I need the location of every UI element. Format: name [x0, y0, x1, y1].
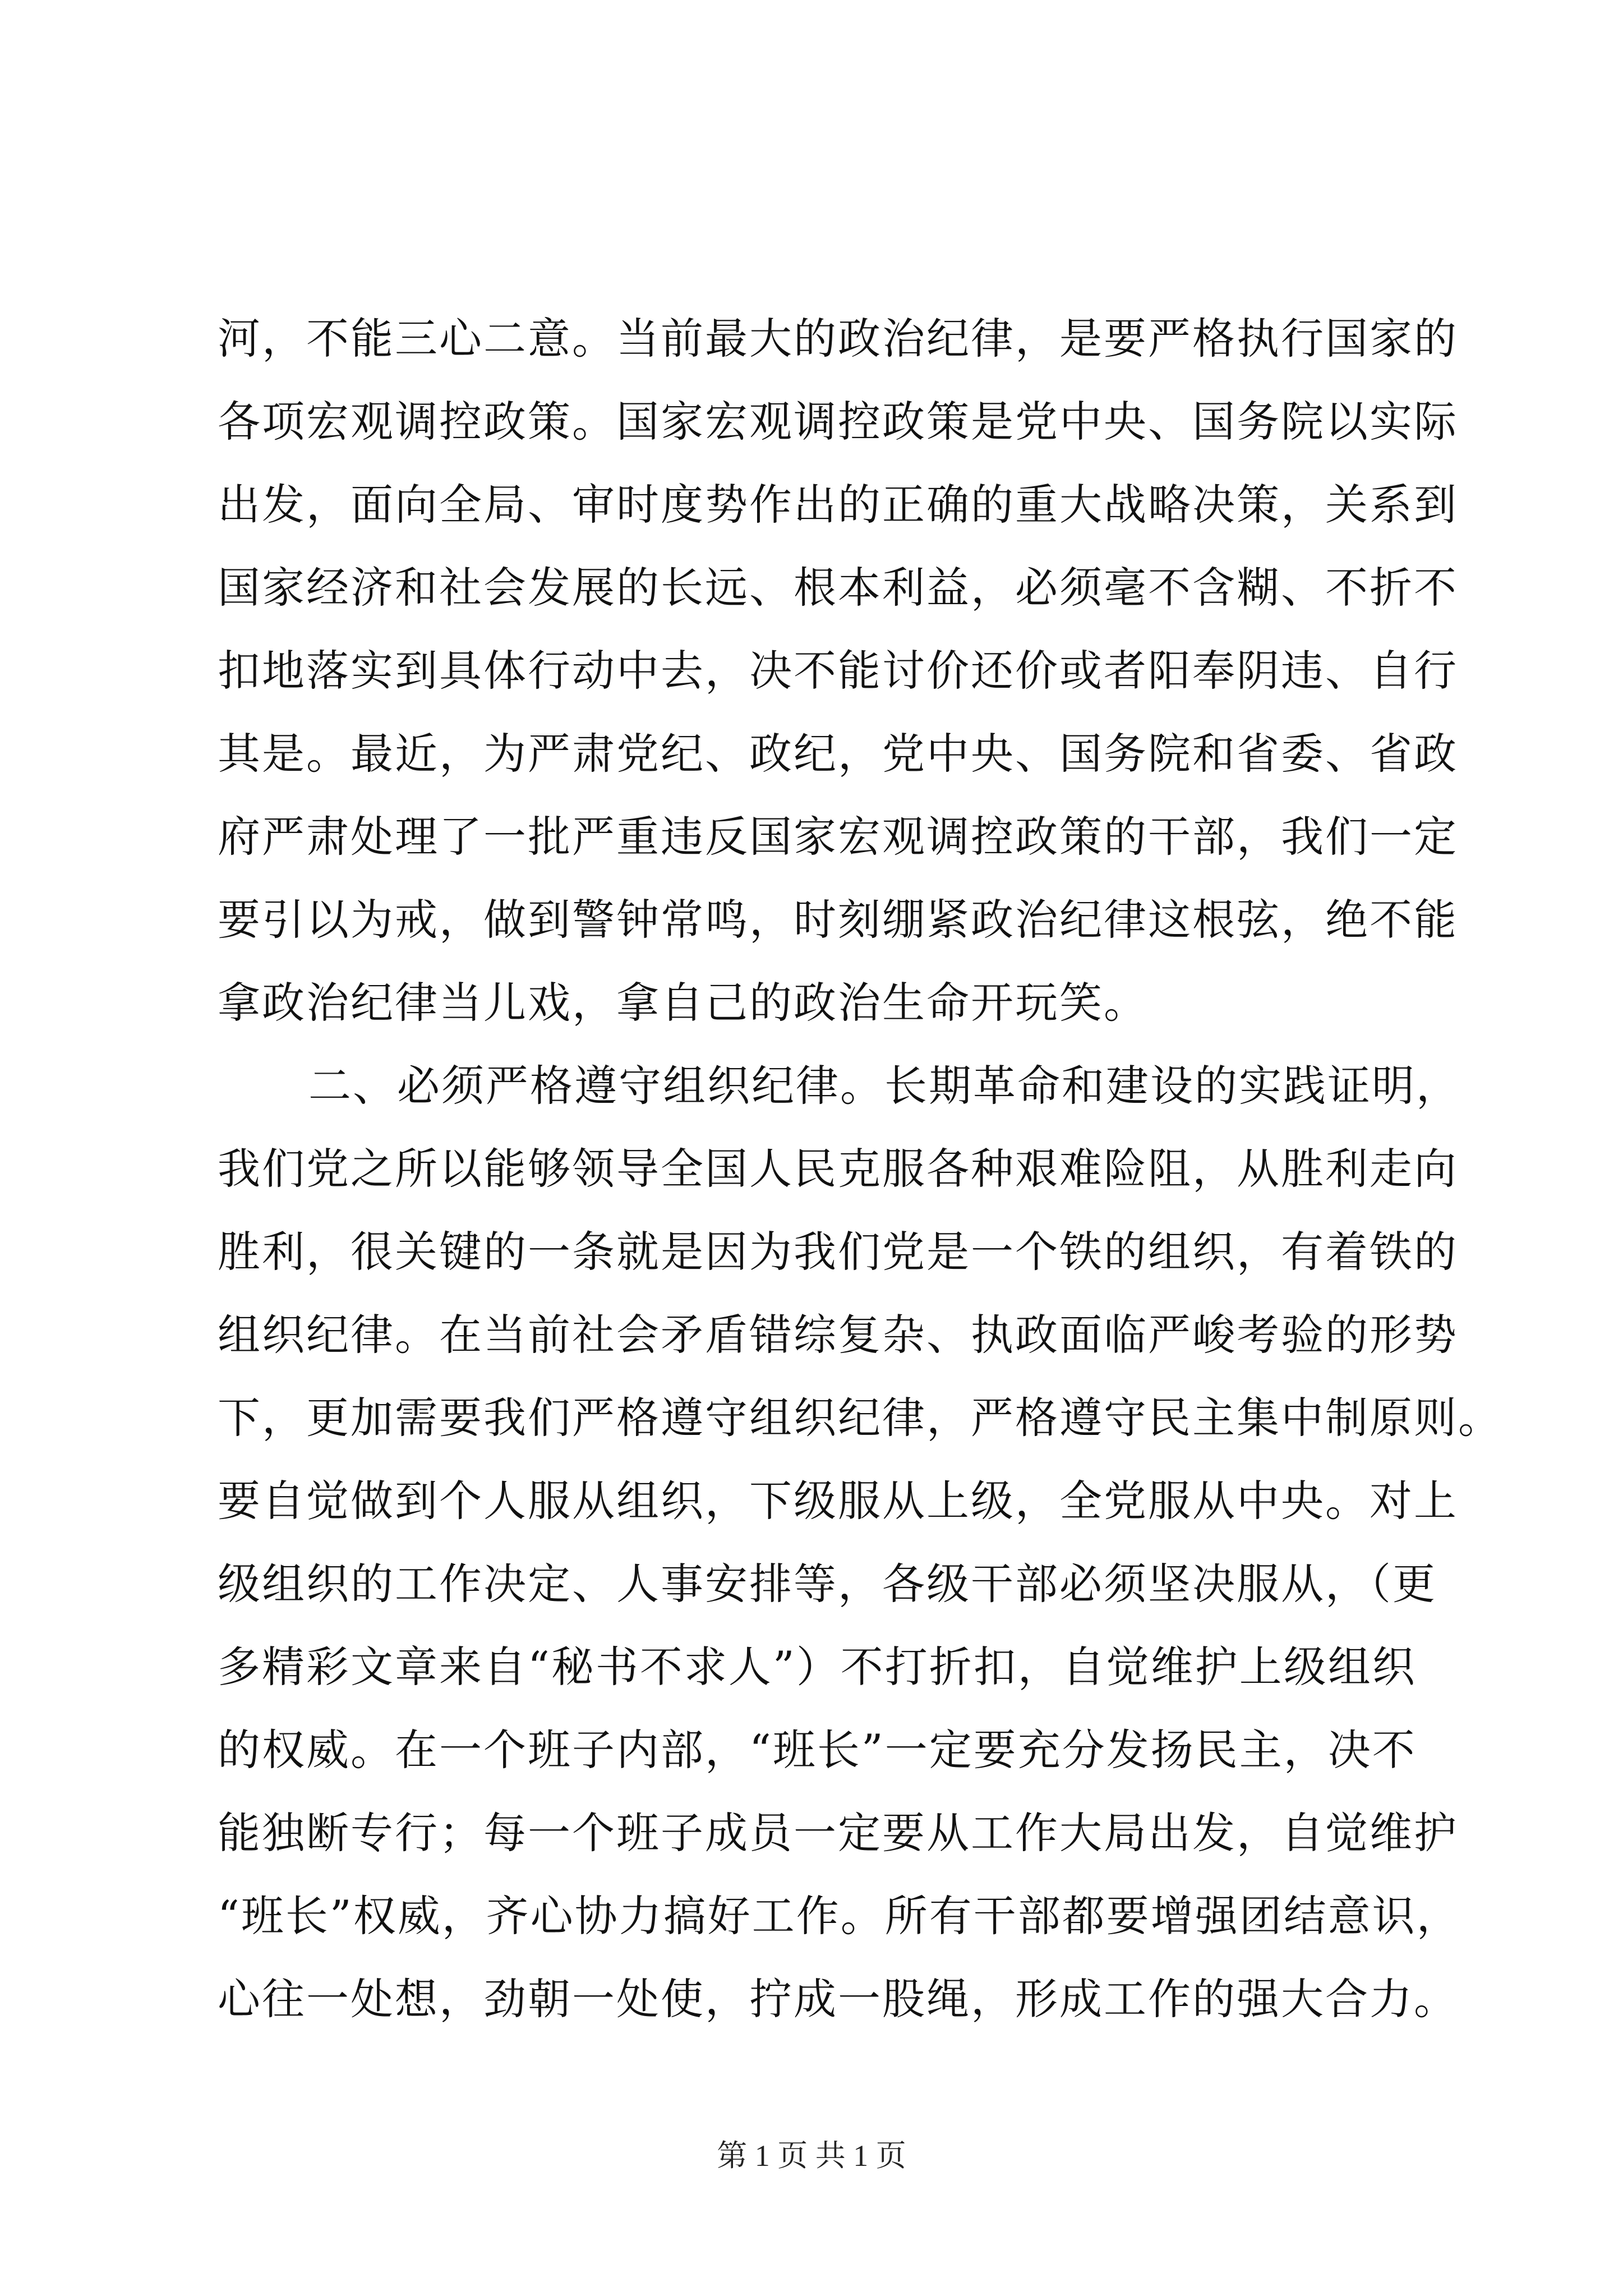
text-line: 我们党之所以能够领导全国人民克服各种艰难险阻，从胜利走向 [218, 1144, 1458, 1194]
text-line: 组织纪律。在当前社会矛盾错综复杂、执政面临严峻考验的形势 [218, 1310, 1458, 1360]
document-body [218, 297, 1502, 2041]
text-line: 能独断专行；每一个班子成员一定要从工作大局出发，自觉维护 [218, 1808, 1458, 1858]
text-line: 各项宏观调控政策。国家宏观调控政策是党中央、国务院以实际 [218, 397, 1458, 447]
text-line: “班长”权威，齐心协力搞好工作。所有干部都要增强团结意识， [218, 1891, 1461, 1941]
text-line: 多精彩文章来自“秘书不求人”）不打折扣，自觉维护上级组织 [218, 1642, 1417, 1692]
text-line: 级组织的工作决定、人事安排等，各级干部必须坚决服从，（更 [218, 1559, 1437, 1609]
text-line: 要引以为戒，做到警钟常鸣，时刻绷紧政治纪律这根弦，绝不能 [218, 895, 1458, 945]
text-line: 胜利，很关键的一条就是因为我们党是一个铁的组织，有着铁的 [218, 1227, 1458, 1277]
text-line: 出发，面向全局、审时度势作出的正确的重大战略决策，关系到 [218, 480, 1458, 530]
text-line: 拿政治纪律当儿戏，拿自己的政治生命开玩笑。 [218, 978, 1148, 1028]
text-line: 扣地落实到具体行动中去，决不能讨价还价或者阳奉阴违、自行 [218, 646, 1458, 696]
text-line: 国家经济和社会发展的长远、根本利益，必须毫不含糊、不折不 [218, 563, 1458, 613]
text-line: 要自觉做到个人服从组织，下级服从上级，全党服从中央。对上 [218, 1476, 1458, 1526]
text-line: 其是。最近，为严肃党纪、政纪，党中央、国务院和省委、省政 [218, 729, 1458, 779]
text-line: 河，不能三心二意。当前最大的政治纪律，是要严格执行国家的 [218, 314, 1458, 364]
paragraph-start-line: 二、必须严格遵守组织纪律。长期革命和建设的实践证明， [308, 1061, 1460, 1111]
page-number-footer: 第 1 页 共 1 页 [717, 2139, 906, 2173]
text-line: 府严肃处理了一批严重违反国家宏观调控政策的干部，我们一定 [218, 812, 1458, 862]
text-line: 心往一处想，劲朝一处使，拧成一股绳，形成工作的强大合力。 [218, 1974, 1458, 2024]
text-line: 下，更加需要我们严格遵守组织纪律，严格遵守民主集中制原则。 [218, 1393, 1502, 1443]
text-line: 的权威。在一个班子内部，“班长”一定要充分发扬民主，决不 [218, 1725, 1417, 1775]
